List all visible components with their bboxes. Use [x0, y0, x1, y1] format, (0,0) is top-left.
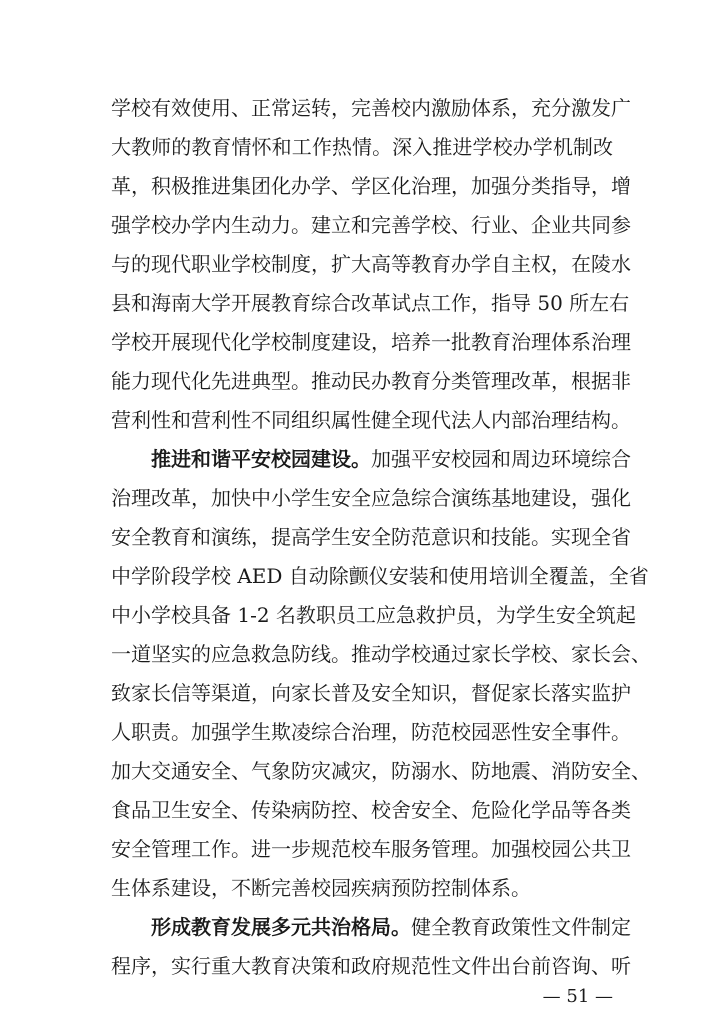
text-line: 食品卫生安全、传染病防控、校舍安全、危险化学品等各类	[111, 798, 631, 822]
text-line: 强学校办学内生动力。建立和完善学校、行业、企业共同参	[111, 213, 631, 237]
text-line: 致家长信等渠道，向家长普及安全知识，督促家长落实监护	[111, 681, 631, 705]
text-span: 加强平安校园和周边环境综合	[371, 447, 631, 471]
text-line: 一道坚实的应急救急防线。推动学校通过家长学校、家长会、	[111, 642, 651, 666]
paragraph-heading: 形成教育发展多元共治格局。	[151, 915, 411, 939]
text-line: 学校开展现代化学校制度建设，培养一批教育治理体系治理	[111, 330, 631, 354]
text-line: 中小学校具备 1-2 名教职员工应急救护员，为学生安全筑起	[111, 603, 636, 627]
paragraph-first-line	[151, 911, 631, 943]
text-line: 营利性和营利性不同组织属性健全现代法人内部治理结构。	[111, 408, 631, 432]
text-line: 学校有效使用、正常运转，完善校内激励体系，充分激发广	[111, 96, 631, 120]
text-line: 生体系建设，不断完善校园疾病预防控制体系。	[111, 876, 531, 900]
text-line: 县和海南大学开展教育综合改革试点工作，指导 50 所左右	[111, 291, 630, 315]
text-line: 与的现代职业学校制度，扩大高等教育办学自主权，在陵水	[111, 252, 631, 276]
text-line: 革，积极推进集团化办学、学区化治理，加强分类指导，增	[111, 174, 631, 198]
text-line: 中学阶段学校 AED 自动除颤仪安装和使用培训全覆盖，全省	[111, 564, 649, 588]
text-line: 安全管理工作。进一步规范校车服务管理。加强校园公共卫	[111, 837, 631, 861]
text-line: 人职责。加强学生欺凌综合治理，防范校园恶性安全事件。	[111, 720, 631, 744]
text-span: 健全教育政策性文件制定	[411, 915, 631, 939]
text-line: 能力现代化先进典型。推动民办教育分类管理改革，根据非	[111, 369, 631, 393]
text-line: 安全教育和演练，提高学生安全防范意识和技能。实现全省	[111, 525, 631, 549]
text-line: 治理改革，加快中小学生安全应急综合演练基地建设，强化	[111, 486, 631, 510]
page-number: — 51 —	[542, 986, 613, 1007]
paragraph-heading: 推进和谐平安校园建设。	[151, 447, 371, 471]
paragraph-first-line	[151, 443, 631, 475]
text-line: 加大交通安全、气象防灾减灾，防溺水、防地震、消防安全、	[111, 759, 651, 783]
text-line: 程序，实行重大教育决策和政府规范性文件出台前咨询、听	[111, 954, 631, 978]
text-line: 大教师的教育情怀和工作热情。深入推进学校办学机制改	[111, 135, 613, 159]
